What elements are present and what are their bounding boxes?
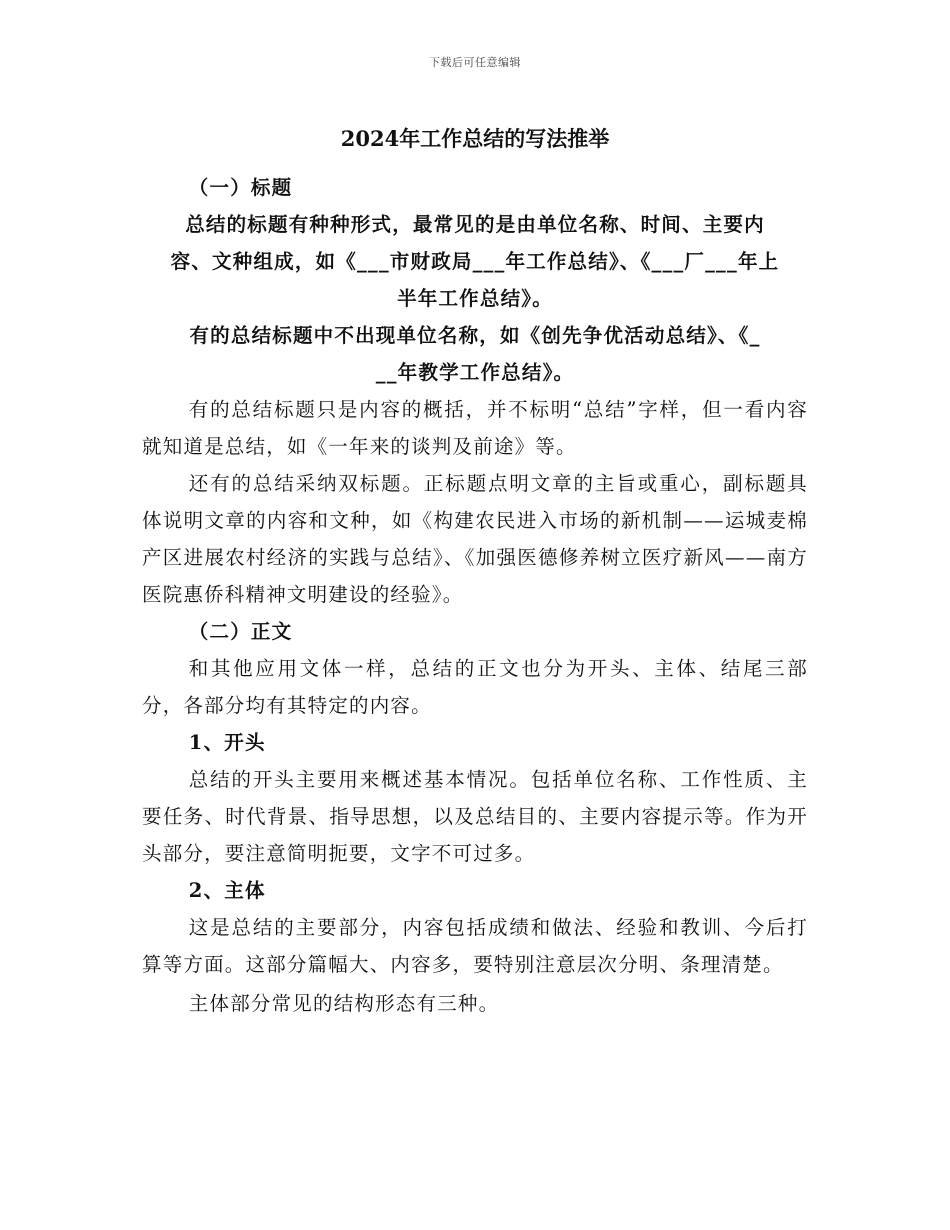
subheading-opening: 1、开头 [188, 731, 266, 754]
document-title: 2024年工作总结的写法推举 [340, 126, 610, 151]
page-header-note: 下载后可任意编辑 [429, 56, 521, 69]
paragraph-no-unit-line2: __年教学工作总结》。 [375, 361, 575, 384]
document-body [142, 120, 808, 1022]
paragraph-title-forms-line1: 总结的标题有种种形式，最常见的是由单位名称、时间、主要内 [185, 213, 765, 236]
paragraph-double-title: 还有的总结采纳双标题。正标题点明文章的主旨或重心，副标题具体说明文章的内容和文种，如《构建农民进入市场的新机制——运城麦棉产区进展农村经济的实践与总结》、《加强医德修养树立医疗新风——南方医院惠侨科精神文明建设的经验》。 [142, 472, 808, 606]
section-heading-title: （一）标题 [188, 176, 293, 199]
paragraph-main: 这是总结的主要部分，内容包括成绩和做法、经验和教训、今后打算等方面。这部分篇幅大、内容多，要特别注意层次分明、条理清楚。 [142, 916, 808, 976]
paragraph-main-structure: 主体部分常见的结构形态有三种。 [188, 992, 500, 1015]
paragraph-no-unit-line1: 有的总结标题中不出现单位名称，如《创先争优活动总结》、《_ [189, 324, 761, 347]
section-heading-body: （二）正文 [188, 620, 293, 643]
paragraph-title-forms-line3: 半年工作总结》。 [397, 287, 553, 310]
subheading-main: 2、主体 [188, 879, 266, 902]
paragraph-title-forms-line2: 容、文种组成，如《___市财政局___年工作总结》、《___厂___年上 [170, 250, 780, 273]
paragraph-opening: 总结的开头主要用来概述基本情况。包括单位名称、工作性质、主要任务、时代背景、指导思想，以及总结目的、主要内容提示等。作为开头部分，要注意简明扼要，文字不可过多。 [142, 768, 808, 865]
paragraph-body-intro: 和其他应用文体一样，总结的正文也分为开头、主体、结尾三部分，各部分均有其特定的内容。 [142, 657, 808, 717]
paragraph-summary-only: 有的总结标题只是内容的概括，并不标明“总结”字样，但一看内容就知道是总结，如《一年来的谈判及前途》等。 [142, 398, 808, 458]
